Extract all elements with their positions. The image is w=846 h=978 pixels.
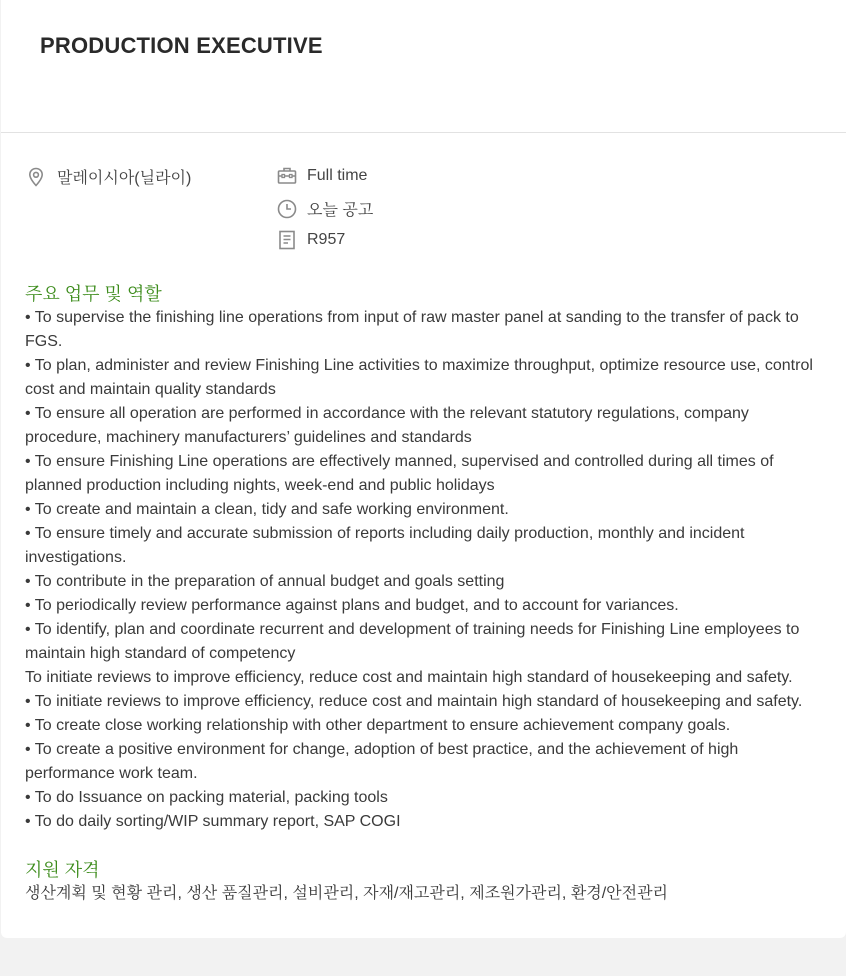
job-description [25, 282, 825, 906]
section-spacer [25, 834, 825, 858]
document-icon [276, 229, 298, 251]
reference-text: R957 [307, 231, 346, 248]
duty-line: • To initiate reviews to improve efficiency, reduce cost and maintain high standard of housekeeping and safety. [25, 693, 803, 710]
job-header [1, 0, 846, 133]
duty-line: • To plan, administer and review Finishing Line activities to maximize throughput, optimize resource use, control [25, 357, 813, 374]
briefcase-icon [276, 165, 298, 187]
location-pin-icon [25, 166, 47, 188]
duty-line: • To create and maintain a clean, tidy and safe working environment. [25, 501, 509, 518]
posted-text: 오늘 공고 [307, 202, 374, 219]
job-title: PRODUCTION EXECUTIVE [40, 33, 323, 58]
duties-heading: 주요 업무 및 역할 [25, 284, 162, 304]
duty-line: • To contribute in the preparation of annual budget and goals setting [25, 573, 505, 590]
qualifications-text: 생산계획 및 현황 관리, 생산 품질관리, 설비관리, 자재/재고관리, 제조원가관리, 환경/안전관리 [25, 885, 668, 902]
duty-line: • To supervise the finishing line operations from input of raw master panel at sanding to the transfer of pack to [25, 309, 799, 326]
duty-line: planned production including nights, week-end and public holidays [25, 477, 495, 494]
duty-line: FGS. [25, 333, 63, 350]
job-detail-card [1, 0, 846, 938]
duty-line: • To ensure Finishing Line operations are effectively manned, supervised and controlled during all times of [25, 453, 774, 470]
meta-posted [276, 197, 373, 220]
clock-icon [276, 198, 298, 220]
duties-list [25, 306, 825, 834]
location-text: 말레이시아(닐라이) [57, 170, 192, 187]
meta-reference [276, 229, 345, 251]
duty-line: • To do Issuance on packing material, packing tools [25, 789, 388, 806]
duty-line: • To periodically review performance against plans and budget, and to account for variances. [25, 597, 679, 614]
duty-line: • To create a positive environment for change, adoption of best practice, and the achievement of high [25, 741, 739, 758]
duty-line: procedure, machinery manufacturers’ guidelines and standards [25, 429, 472, 446]
duty-line: • To do daily sorting/WIP summary report, SAP COGI [25, 813, 401, 830]
meta-location [25, 165, 191, 188]
duty-line: • To create close working relationship with other department to ensure achievement company goals. [25, 717, 731, 734]
job-type-text: Full time [307, 167, 368, 184]
duty-line: maintain high standard of competency [25, 645, 296, 662]
duty-line: cost and maintain quality standards [25, 381, 276, 398]
duty-line: • To ensure timely and accurate submission of reports including daily production, monthly and incident [25, 525, 745, 542]
duty-line: investigations. [25, 549, 127, 566]
duty-line: To initiate reviews to improve efficiency, reduce cost and maintain high standard of housekeeping and safety. [25, 669, 793, 686]
meta-type [276, 165, 367, 187]
qualifications-heading: 지원 자격 [25, 860, 100, 880]
duty-line: • To identify, plan and coordinate recurrent and development of training needs for Finishing Line employees to [25, 621, 800, 638]
duty-line: performance work team. [25, 765, 198, 782]
duty-line: • To ensure all operation are performed in accordance with the relevant statutory regulations, company [25, 405, 749, 422]
